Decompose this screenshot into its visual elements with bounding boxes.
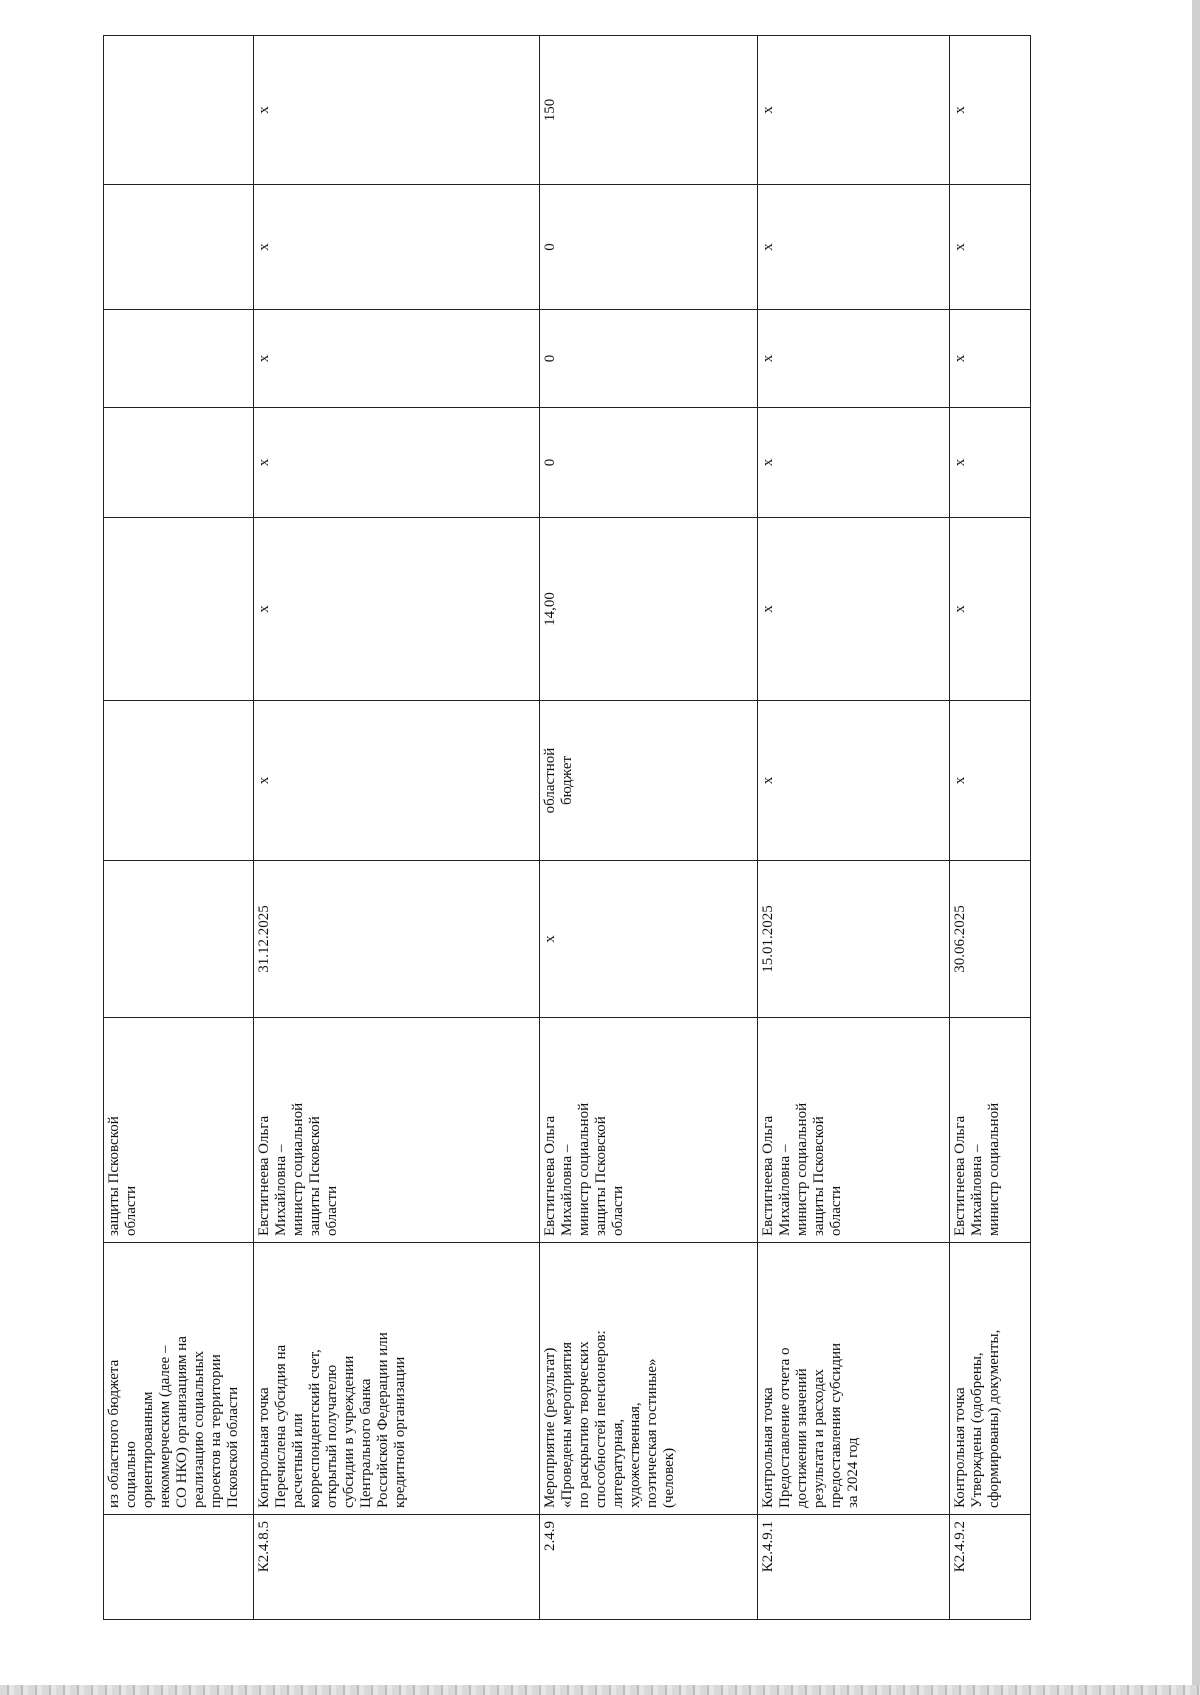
table-row — [949, 36, 1030, 1620]
row-value-5: х — [949, 36, 1030, 185]
row-value-5 — [104, 36, 254, 185]
row-value-1 — [104, 518, 254, 701]
row-value-5: х — [254, 36, 540, 185]
row-value-2 — [104, 408, 254, 518]
row-source: областной бюджет — [539, 701, 757, 861]
row-value-1: х — [758, 518, 949, 701]
table-row — [758, 36, 949, 1620]
table-row — [254, 36, 540, 1620]
row-responsible: Евстигнеева Ольга Михайловна – министр социальной — [949, 1018, 1030, 1243]
row-value-3: х — [758, 310, 949, 408]
row-number — [104, 1515, 254, 1620]
row-responsible: Евстигнеева Ольга Михайловна – министр социальной защиты Псковской области — [539, 1018, 757, 1243]
row-responsible: Евстигнеева Ольга Михайловна – министр социальной защиты Псковской области — [758, 1018, 949, 1243]
rotated-table-wrapper — [103, 36, 1031, 1620]
row-name: Мероприятие (результат) «Проведены мероприятия по раскрытию творческих способностей пенсионеров: литературная, художественная, поэтическая гостиные» (человек) — [539, 1243, 757, 1515]
row-value-4: х — [254, 185, 540, 310]
row-number: К2.4.8.5 — [254, 1515, 540, 1620]
row-value-2: х — [758, 408, 949, 518]
row-value-4 — [104, 185, 254, 310]
row-value-4: 0 — [539, 185, 757, 310]
row-value-5: х — [758, 36, 949, 185]
row-value-4: х — [949, 185, 1030, 310]
row-value-3: х — [254, 310, 540, 408]
table-row — [104, 36, 254, 1620]
row-date: х — [539, 861, 757, 1018]
scan-edge — [0, 1685, 1200, 1695]
row-date — [104, 861, 254, 1018]
row-source — [104, 701, 254, 861]
row-value-1: 14,00 — [539, 518, 757, 701]
row-value-2: х — [949, 408, 1030, 518]
row-value-1: х — [949, 518, 1030, 701]
row-number: 2.4.9 — [539, 1515, 757, 1620]
row-value-2: 0 — [539, 408, 757, 518]
row-value-3: 0 — [539, 310, 757, 408]
row-responsible: Евстигнеева Ольга Михайловна – министр социальной защиты Псковской области — [254, 1018, 540, 1243]
row-source: х — [949, 701, 1030, 861]
row-value-3 — [104, 310, 254, 408]
row-value-2: х — [254, 408, 540, 518]
row-date: 31.12.2025 — [254, 861, 540, 1018]
row-date: 15.01.2025 — [758, 861, 949, 1018]
row-number: К2.4.9.2 — [949, 1515, 1030, 1620]
table-row — [539, 36, 757, 1620]
row-number: К2.4.9.1 — [758, 1515, 949, 1620]
row-name: Контрольная точка Предоставление отчета о достижении значений результата и расходах предоставления субсидии за 2024 год — [758, 1243, 949, 1515]
row-name: из областного бюджета социально ориентированным некоммерческим (далее – СО НКО) организациям на реализацию социальных проектов на территории Псковской области — [104, 1243, 254, 1515]
row-source: х — [758, 701, 949, 861]
row-value-5: 150 — [539, 36, 757, 185]
row-name: Контрольная точка Перечислена субсидия на расчетный или корреспондентский счет, открытый получателю субсидии в учреждении Центрального банка Российской Федерации или кредитной организации — [254, 1243, 540, 1515]
row-value-4: х — [758, 185, 949, 310]
plan-table — [103, 35, 1031, 1620]
row-responsible: защиты Псковской области — [104, 1018, 254, 1243]
row-value-3: х — [949, 310, 1030, 408]
row-date: 30.06.2025 — [949, 861, 1030, 1018]
row-source: х — [254, 701, 540, 861]
row-value-1: х — [254, 518, 540, 701]
row-name: Контрольная точка Утверждены (одобрены, сформированы) документы, — [949, 1243, 1030, 1515]
